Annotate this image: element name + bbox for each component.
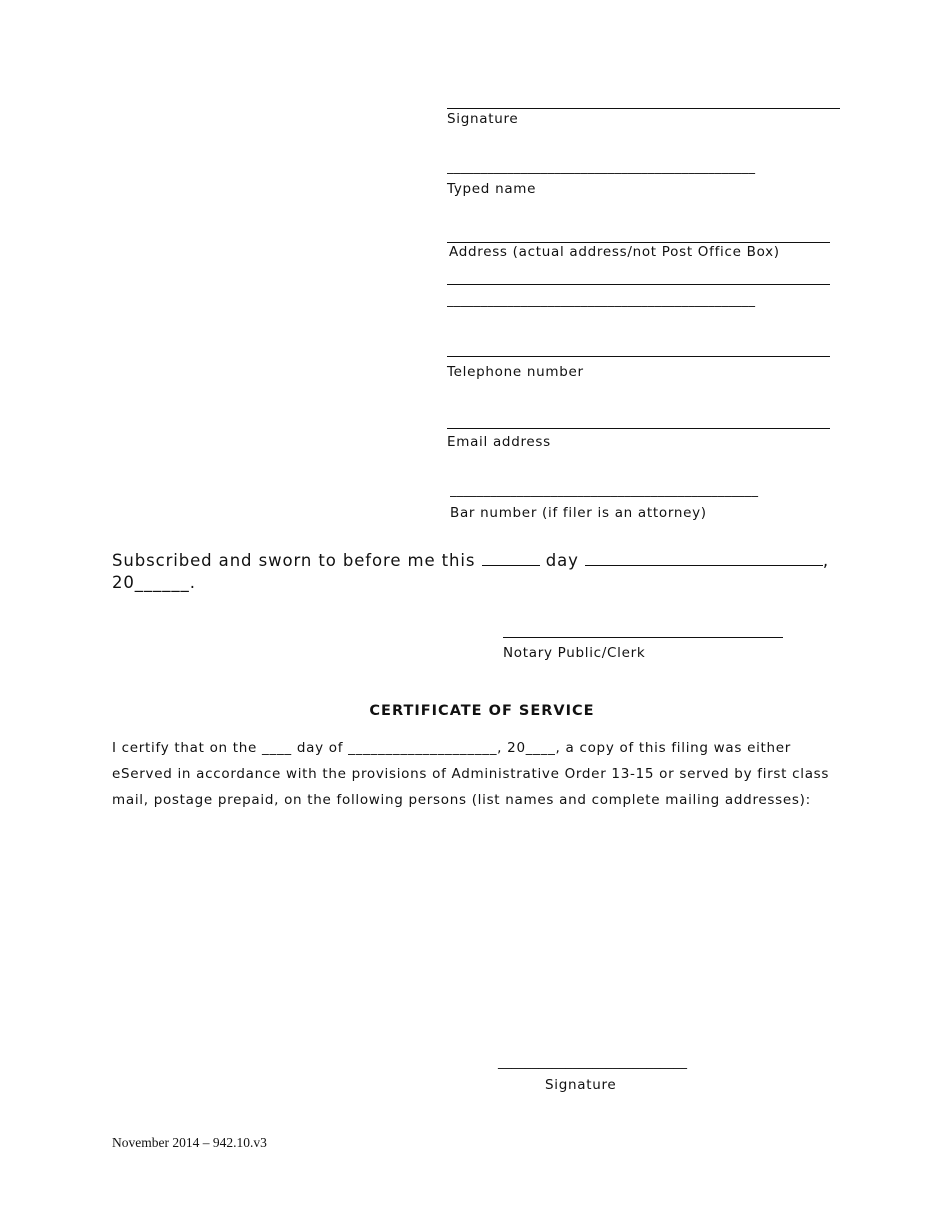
- jurat-comma: ,: [822, 551, 830, 570]
- telephone-line[interactable]: [447, 356, 830, 357]
- jurat-day-blank[interactable]: [482, 564, 540, 566]
- typed-name-line[interactable]: ______________________________________________: [447, 160, 756, 175]
- jurat-month-blank[interactable]: [585, 564, 823, 566]
- certificate-signature-label: Signature: [545, 1077, 617, 1093]
- bar-number-label: Bar number (if filer is an attorney): [450, 505, 707, 521]
- jurat-year[interactable]: 20______.: [112, 573, 196, 592]
- certificate-title: CERTIFICATE OF SERVICE: [369, 703, 595, 719]
- jurat-line: [112, 551, 829, 570]
- jurat-day-word: day: [545, 551, 579, 570]
- certificate-text: I certify that on the ____ day of ____________________, 20____, a copy of this filing was either eServed in accordance with the provisions of Administrative Order 13-15 or served by first class mail, postage prepaid, on the following persons (list names and complete mailing addresses):: [112, 740, 830, 808]
- footer-form-number: November 2014 – 942.10.v3: [112, 1135, 267, 1150]
- email-label: Email address: [447, 434, 551, 450]
- notary-label: Notary Public/Clerk: [503, 645, 646, 661]
- address-line-3[interactable]: ______________________________________________: [447, 293, 756, 308]
- jurat-prefix: Subscribed and sworn to before me this: [112, 551, 476, 570]
- email-line[interactable]: [447, 428, 830, 429]
- address-label: Address (actual address/not Post Office Box): [449, 244, 780, 260]
- signature-label: Signature: [447, 111, 519, 127]
- certificate-signature-line[interactable]: ____________________________: [498, 1054, 687, 1070]
- telephone-label: Telephone number: [447, 364, 584, 380]
- address-line-2[interactable]: [447, 284, 830, 285]
- bar-number-line[interactable]: ______________________________________________: [450, 483, 759, 498]
- address-line-1[interactable]: [447, 242, 830, 243]
- signature-line[interactable]: [447, 108, 840, 109]
- notary-signature-line[interactable]: [503, 637, 783, 638]
- typed-name-label: Typed name: [447, 181, 537, 197]
